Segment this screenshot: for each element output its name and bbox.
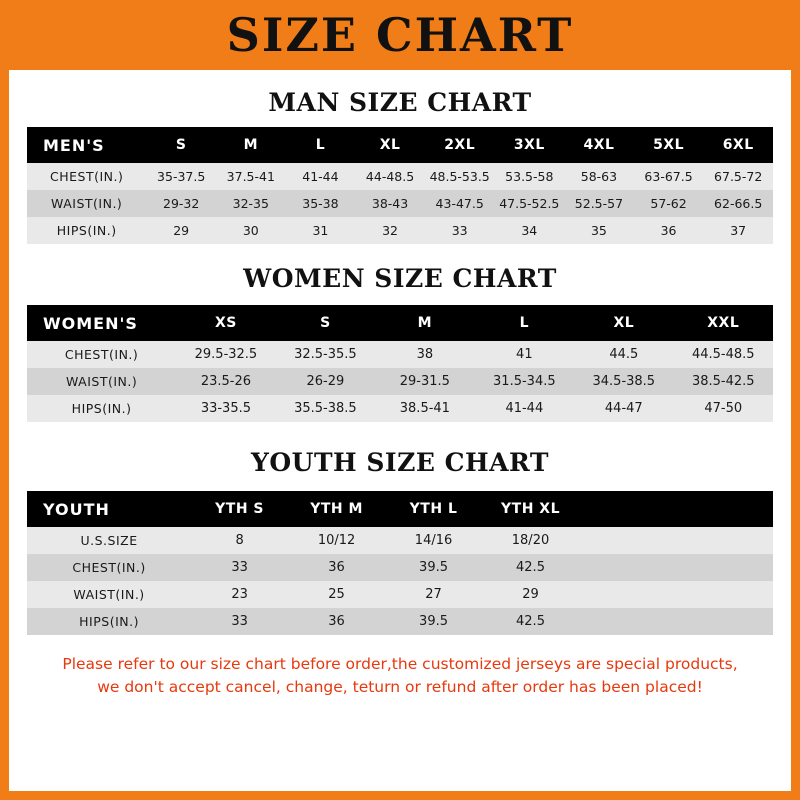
- chart-content: [9, 88, 791, 700]
- men-col-1: M: [216, 127, 286, 163]
- youth-row-2-label: WAIST(IN.): [27, 581, 191, 608]
- women-row-2-label: HIPS(IN.): [27, 395, 176, 422]
- table-row: [27, 527, 773, 554]
- women-r1-c0: 23.5-26: [176, 368, 275, 395]
- footer-line-2: we don't accept cancel, change, teturn or refund after order has been placed!: [97, 678, 703, 697]
- men-r0-c0: 35-37.5: [146, 163, 216, 190]
- men-col-4: 2XL: [425, 127, 495, 163]
- youth-r3-c3: 42.5: [482, 608, 579, 635]
- men-col-6: 4XL: [564, 127, 634, 163]
- table-row: [27, 608, 773, 635]
- youth-header-label: YOUTH: [27, 491, 191, 527]
- men-r0-c1: 37.5-41: [216, 163, 286, 190]
- women-row-0-label: CHEST(IN.): [27, 341, 176, 368]
- youth-row-0-label: U.S.SIZE: [27, 527, 191, 554]
- women-r1-c1: 26-29: [276, 368, 375, 395]
- men-col-7: 5XL: [634, 127, 704, 163]
- table-row: [27, 341, 773, 368]
- men-r2-c7: 36: [634, 217, 704, 244]
- women-r2-c4: 44-47: [574, 395, 673, 422]
- youth-r2-c0: 23: [191, 581, 288, 608]
- table-row: [27, 581, 773, 608]
- youth-r3-c5: [676, 608, 773, 635]
- youth-r0-c2: 14/16: [385, 527, 482, 554]
- women-row-1-label: WAIST(IN.): [27, 368, 176, 395]
- youth-r2-c1: 25: [288, 581, 385, 608]
- youth-r3-c4: [579, 608, 676, 635]
- table-header-row: [27, 127, 773, 163]
- women-col-4: XL: [574, 305, 673, 341]
- women-r1-c4: 34.5-38.5: [574, 368, 673, 395]
- women-r0-c4: 44.5: [574, 341, 673, 368]
- women-r2-c1: 35.5-38.5: [276, 395, 375, 422]
- men-r1-c5: 47.5-52.5: [494, 190, 564, 217]
- women-col-0: XS: [176, 305, 275, 341]
- youth-col-4: [579, 491, 676, 527]
- men-r2-c5: 34: [494, 217, 564, 244]
- youth-r0-c4: [579, 527, 676, 554]
- footer-note: [27, 653, 773, 700]
- men-r1-c8: 62-66.5: [703, 190, 773, 217]
- men-header-label: MEN'S: [27, 127, 146, 163]
- men-r2-c6: 35: [564, 217, 634, 244]
- men-r1-c4: 43-47.5: [425, 190, 495, 217]
- youth-row-3-label: HIPS(IN.): [27, 608, 191, 635]
- women-r2-c3: 41-44: [475, 395, 574, 422]
- men-col-8: 6XL: [703, 127, 773, 163]
- table-row: [27, 163, 773, 190]
- women-r0-c1: 32.5-35.5: [276, 341, 375, 368]
- youth-r0-c1: 10/12: [288, 527, 385, 554]
- youth-r2-c5: [676, 581, 773, 608]
- women-header-label: WOMEN'S: [27, 305, 176, 341]
- youth-r1-c3: 42.5: [482, 554, 579, 581]
- women-r0-c2: 38: [375, 341, 474, 368]
- women-r0-c3: 41: [475, 341, 574, 368]
- women-section-title: WOMEN SIZE CHART: [243, 264, 557, 293]
- men-row-1-label: WAIST(IN.): [27, 190, 146, 217]
- youth-r1-c4: [579, 554, 676, 581]
- youth-r2-c4: [579, 581, 676, 608]
- women-col-1: S: [276, 305, 375, 341]
- men-r0-c6: 58-63: [564, 163, 634, 190]
- youth-r3-c0: 33: [191, 608, 288, 635]
- youth-r2-c3: 29: [482, 581, 579, 608]
- youth-col-5: [676, 491, 773, 527]
- men-col-5: 3XL: [494, 127, 564, 163]
- youth-r3-c1: 36: [288, 608, 385, 635]
- men-r2-c8: 37: [703, 217, 773, 244]
- men-r1-c1: 32-35: [216, 190, 286, 217]
- women-r1-c3: 31.5-34.5: [475, 368, 574, 395]
- youth-r0-c3: 18/20: [482, 527, 579, 554]
- women-col-3: L: [475, 305, 574, 341]
- men-col-3: XL: [355, 127, 425, 163]
- women-r0-c0: 29.5-32.5: [176, 341, 275, 368]
- youth-size-table: [27, 491, 773, 635]
- youth-row-1-label: CHEST(IN.): [27, 554, 191, 581]
- youth-col-3: YTH XL: [482, 491, 579, 527]
- youth-col-2: YTH L: [385, 491, 482, 527]
- youth-r3-c2: 39.5: [385, 608, 482, 635]
- table-header-row: [27, 491, 773, 527]
- women-r1-c2: 29-31.5: [375, 368, 474, 395]
- women-size-table: [27, 305, 773, 422]
- youth-col-1: YTH M: [288, 491, 385, 527]
- women-col-2: M: [375, 305, 474, 341]
- women-r2-c2: 38.5-41: [375, 395, 474, 422]
- women-col-5: XXL: [674, 305, 773, 341]
- table-row: [27, 368, 773, 395]
- men-col-0: S: [146, 127, 216, 163]
- men-section-title: MAN SIZE CHART: [268, 88, 532, 117]
- youth-r1-c0: 33: [191, 554, 288, 581]
- table-row: [27, 395, 773, 422]
- youth-r2-c2: 27: [385, 581, 482, 608]
- men-r2-c1: 30: [216, 217, 286, 244]
- men-r0-c7: 63-67.5: [634, 163, 704, 190]
- youth-r0-c0: 8: [191, 527, 288, 554]
- women-r0-c5: 44.5-48.5: [674, 341, 773, 368]
- men-r1-c7: 57-62: [634, 190, 704, 217]
- footer-line-1: Please refer to our size chart before order,the customized jerseys are special products,: [62, 655, 738, 673]
- men-r2-c4: 33: [425, 217, 495, 244]
- youth-r1-c1: 36: [288, 554, 385, 581]
- men-r0-c2: 41-44: [286, 163, 356, 190]
- youth-section-title: YOUTH SIZE CHART: [251, 448, 549, 477]
- men-r2-c0: 29: [146, 217, 216, 244]
- women-r2-c0: 33-35.5: [176, 395, 275, 422]
- men-size-table: [27, 127, 773, 244]
- table-header-row: [27, 305, 773, 341]
- men-r1-c2: 35-38: [286, 190, 356, 217]
- men-r0-c8: 67.5-72: [703, 163, 773, 190]
- men-row-0-label: CHEST(IN.): [27, 163, 146, 190]
- table-row: [27, 217, 773, 244]
- page-title: SIZE CHART: [226, 8, 574, 62]
- youth-r0-c5: [676, 527, 773, 554]
- men-r1-c3: 38-43: [355, 190, 425, 217]
- women-r1-c5: 38.5-42.5: [674, 368, 773, 395]
- men-r2-c2: 31: [286, 217, 356, 244]
- youth-r1-c5: [676, 554, 773, 581]
- women-r2-c5: 47-50: [674, 395, 773, 422]
- men-r0-c5: 53.5-58: [494, 163, 564, 190]
- table-row: [27, 554, 773, 581]
- men-col-2: L: [286, 127, 356, 163]
- page-header: [0, 0, 800, 70]
- table-row: [27, 190, 773, 217]
- men-r1-c6: 52.5-57: [564, 190, 634, 217]
- men-row-2-label: HIPS(IN.): [27, 217, 146, 244]
- youth-col-0: YTH S: [191, 491, 288, 527]
- men-r0-c3: 44-48.5: [355, 163, 425, 190]
- men-r1-c0: 29-32: [146, 190, 216, 217]
- men-r2-c3: 32: [355, 217, 425, 244]
- youth-r1-c2: 39.5: [385, 554, 482, 581]
- men-r0-c4: 48.5-53.5: [425, 163, 495, 190]
